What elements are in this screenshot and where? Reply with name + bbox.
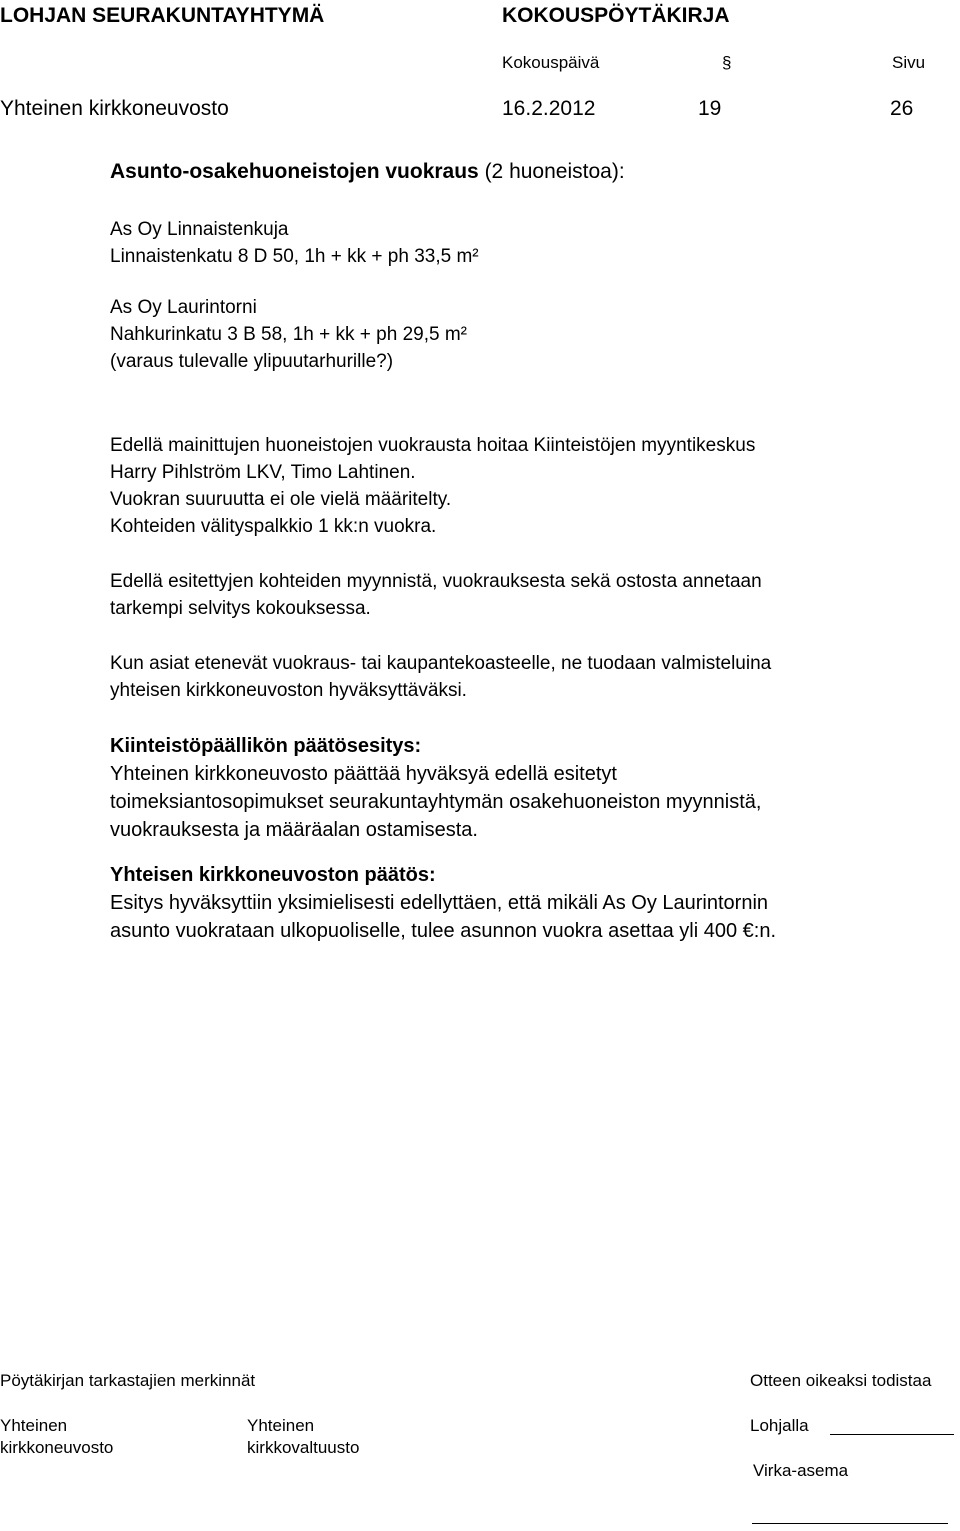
meeting-date-label: Kokouspäivä (502, 53, 600, 72)
footer-label-line: kirkkovaltuusto (247, 1438, 360, 1457)
page-label: Sivu (892, 53, 926, 72)
apartment-2-note: (varaus tulevalle ylipuutarhurille?) (110, 351, 394, 372)
paragraph-report (110, 568, 762, 622)
certified-copy-title: Otteen oikeaksi todistaa (750, 1371, 932, 1390)
meeting-date: 16.2.2012 (502, 97, 596, 120)
footer-council-label (0, 1415, 113, 1459)
footer-label-line: kirkkoneuvosto (0, 1438, 114, 1457)
apartment-1 (110, 216, 479, 270)
decision-section (110, 861, 776, 945)
proposal-line: vuokrauksesta ja määräalan ostamisesta. (110, 819, 478, 841)
footer-label-line: Yhteinen (247, 1416, 315, 1435)
paragraph-brokerage (110, 432, 755, 540)
apartment-2-detail: Nahkurinkatu 3 B 58, 1h + kk + ph 29,5 m² (110, 324, 467, 345)
proposal-section (110, 732, 761, 844)
apartment-2-name: As Oy Laurintorni (110, 297, 257, 318)
paragraph-line: Vuokran suuruutta ei ole vielä määritelty. (110, 489, 452, 510)
apartment-1-name: As Oy Linnaistenkuja (110, 219, 289, 240)
proposal-heading: Kiinteistöpäällikön päätösesitys: (110, 735, 422, 757)
paragraph-line: Kun asiat etenevät vuokraus- tai kaupantekoasteelle, ne tuodaan valmisteluina (110, 653, 772, 674)
paragraph-preparation (110, 650, 771, 704)
place-label: Lohjalla (750, 1416, 809, 1435)
position-label: Virka-asema (753, 1461, 849, 1480)
apartment-2 (110, 294, 467, 375)
agenda-heading (110, 160, 625, 184)
decision-line: asunto vuokrataan ulkopuoliselle, tulee asunnon vuokra asettaa yli 400 €:n. (110, 920, 777, 942)
section-number: 19 (698, 97, 722, 120)
organization-name: LOHJAN SEURAKUNTAYHTYMÄ (0, 4, 325, 27)
document-type: KOKOUSPÖYTÄKIRJA (502, 4, 730, 27)
decision-heading: Yhteisen kirkkoneuvoston päätös: (110, 864, 436, 886)
paragraph-line: yhteisen kirkkoneuvoston hyväksyttäväksi. (110, 680, 467, 701)
paragraph-line: Kohteiden välityspalkkio 1 kk:n vuokra. (110, 516, 437, 537)
paragraph-line: Edellä mainittujen huoneistojen vuokrausta hoitaa Kiinteistöjen myyntikeskus (110, 435, 756, 456)
place-signature-line (830, 1434, 954, 1435)
proposal-line: Yhteinen kirkkoneuvosto päättää hyväksyä edellä esitetyt (110, 763, 617, 785)
agenda-heading-bold: Asunto-osakehuoneistojen vuokraus (110, 160, 479, 183)
proposal-line: toimeksiantosopimukset seurakuntayhtymän osakehuoneiston myynnistä, (110, 791, 762, 813)
footer-assembly-label (247, 1415, 359, 1459)
agenda-heading-rest: (2 huoneistoa): (478, 160, 625, 183)
section-label: § (722, 53, 732, 72)
page-number: 26 (890, 97, 914, 120)
apartment-1-detail: Linnaistenkatu 8 D 50, 1h + kk + ph 33,5 m² (110, 246, 479, 267)
paragraph-line: Harry Pihlström LKV, Timo Lahtinen. (110, 462, 416, 483)
paragraph-line: Edellä esitettyjen kohteiden myynnistä, vuokrauksesta sekä ostosta annetaan (110, 571, 762, 592)
meeting-body: Yhteinen kirkkoneuvosto (0, 97, 229, 120)
paragraph-line: tarkempi selvitys kokouksessa. (110, 598, 371, 619)
footer-label-line: Yhteinen (0, 1416, 68, 1435)
reviewers-notes-title: Pöytäkirjan tarkastajien merkinnät (0, 1371, 256, 1390)
signature-line (752, 1523, 948, 1524)
decision-line: Esitys hyväksyttiin yksimielisesti edellyttäen, että mikäli As Oy Laurintornin (110, 892, 769, 914)
